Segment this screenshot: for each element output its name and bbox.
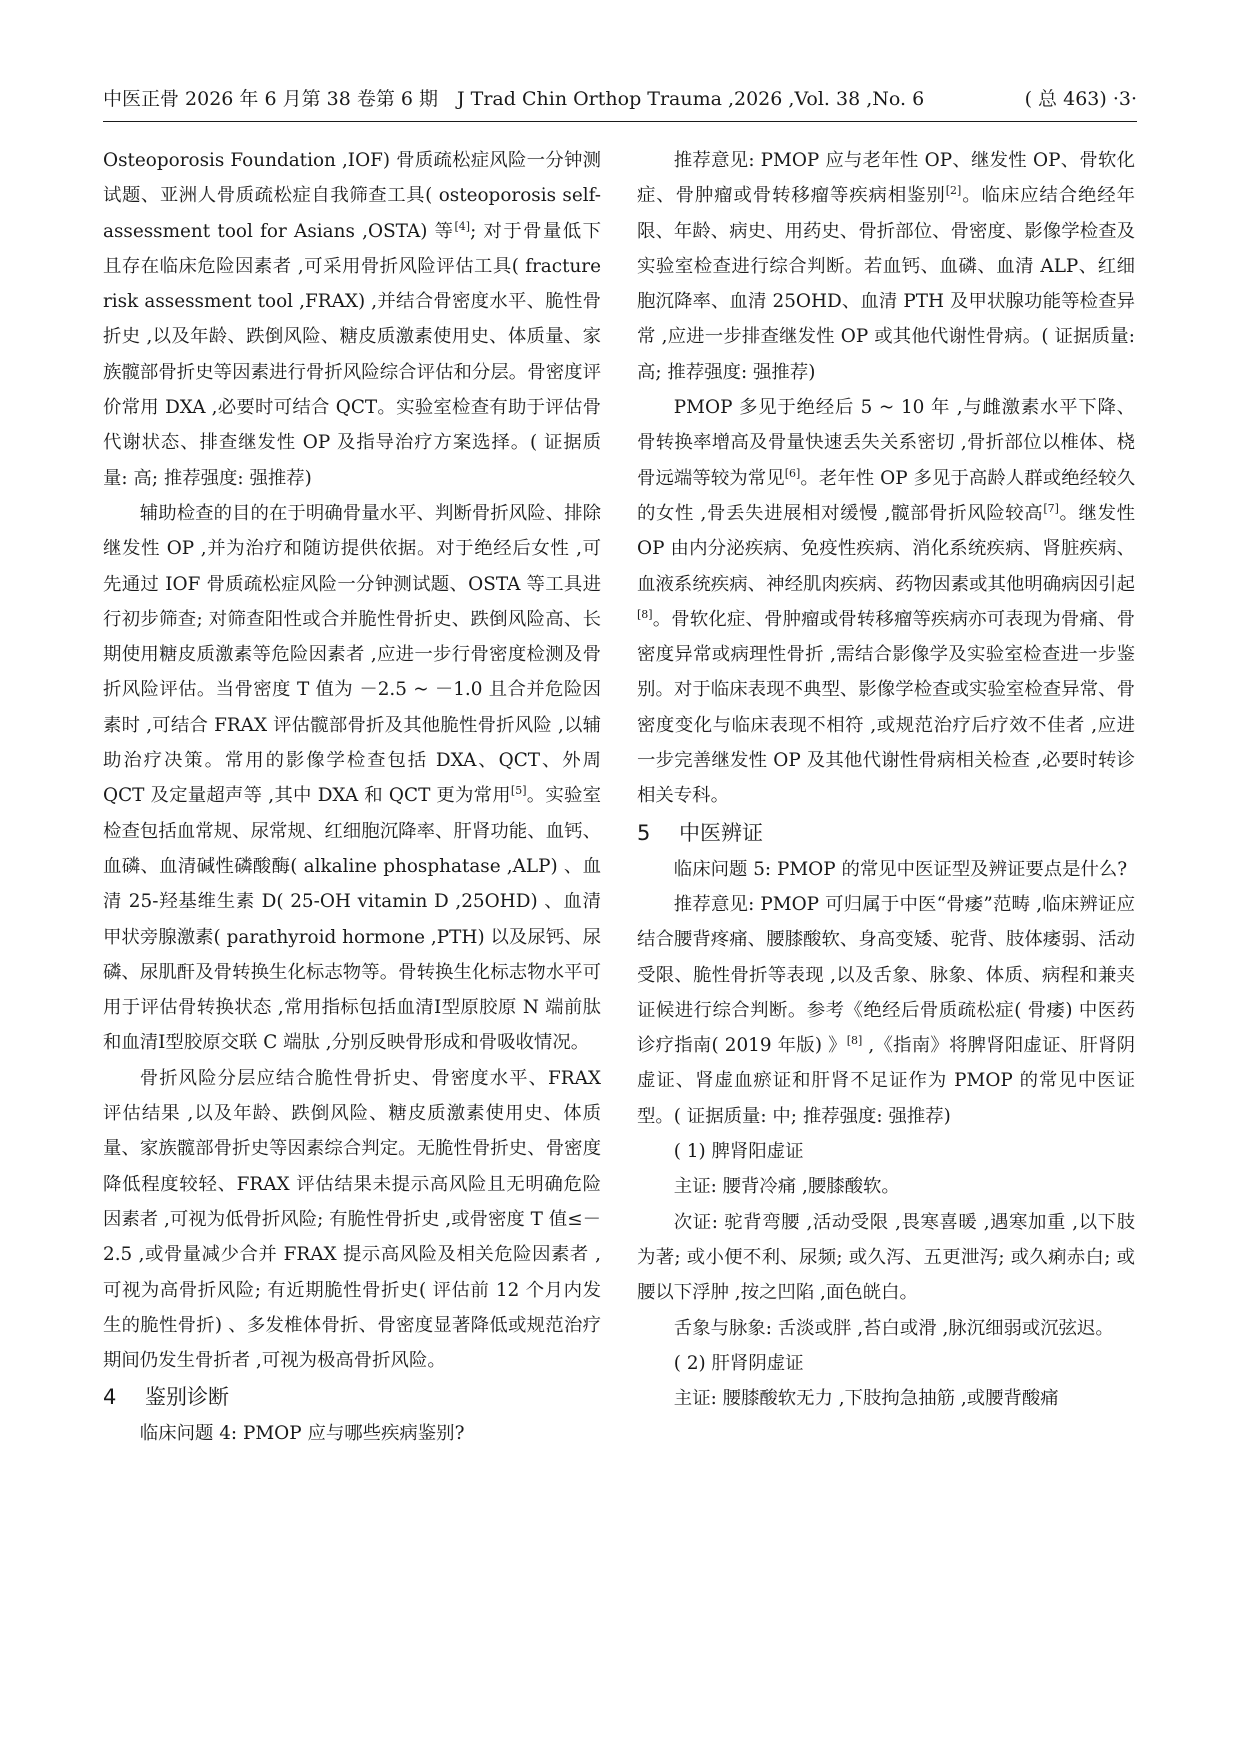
clinical-question-4: 临床问题 4: PMOP 应与哪些疾病鉴别? bbox=[139, 1423, 465, 1445]
journal-citation: 中医正骨 2026 年 6 月第 38 卷第 6 期 J Trad Chin Orthop Trauma ,2026 ,Vol. 38 ,No. 6 bbox=[103, 88, 925, 110]
paragraph-auxiliary-exams: 辅助检查的目的在于明确骨量水平、判断骨折风险、排除继发性 OP ,并为治疗和随访提供依据。对于绝经后女性 ,可先通过 IOF 骨质疏松症风险一分钟测试题、OSTA 等工具进行初步筛查; 对筛查阳性或合并脆性骨折史、跌倒风险高、长期使用糖皮质激素等危险因素者 ,应进一步行骨密度检测及骨折风险评估。当骨密度 T 值为 －2.5 ~ －1.0 且合并危险因素时 ,可结合 FRAX 评估髋部骨折及其他脆性骨折风险 ,以辅助治疗决策。常用的影像学检查包括 DXA、QCT、外周 QCT 及定量超声等 ,其中 DXA 和 QCT 更为常用[5]。实验室检查包括血常规、尿常规、红细胞沉降率、肝肾功能、血钙、血磷、血清碱性磷酸酶( alkaline phosphatase ,ALP) 、血清 25-羟基维生素 D( 25-OH vitamin D ,25OHD) 、血清甲状旁腺激素( parathyroid hormone ,PTH) 以及尿钙、尿磷、尿肌酐及骨转换生化标志物等。骨转换生化标志物水平可用于评估骨转换状态 ,常用指标包括血清Ⅰ型原胶原 N 端前肽和血清Ⅰ型胶原交联 C 端肽 ,分别反映骨形成和骨吸收情况。 bbox=[103, 502, 601, 1054]
left-column bbox=[103, 143, 601, 1452]
page-number: ( 总 463) ·3· bbox=[1024, 88, 1137, 110]
section-heading-tcm-syndrome: 5 中医辨证 bbox=[637, 820, 763, 845]
syndrome-1-tongue-pulse: 舌象与脉象: 舌淡或胖 ,苔白或滑 ,脉沉细弱或沉弦迟。 bbox=[673, 1317, 1114, 1339]
header-divider bbox=[103, 121, 1137, 122]
paragraph-differential-details: PMOP 多见于绝经后 5 ~ 10 年 ,与雌激素水平下降、骨转换率增高及骨量快速丢失关系密切 ,骨折部位以椎体、桡骨远端等较为常见[6]。老年性 OP 多见于高龄人群或绝经较久的女性 ,骨丢失进展相对缓慢 ,髋部骨折风险较高[7]。继发性 OP 由内分泌疾病、免疫性疾病、消化系统疾病、肾脏疾病、血液系统疾病、神经肌肉疾病、药物因素或其他明确病因引起[8]。骨软化症、骨肿瘤或骨转移瘤等疾病亦可表现为骨痛、骨密度异常或病理性骨折 ,需结合影像学及实验室检查进一步鉴别。对于临床表现不典型、影像学检查或实验室检查异常、骨密度变化与临床表现不相符 ,或规范治疗后疗效不佳者 ,应进一步完善继发性 OP 及其他代谢性骨病相关检查 ,必要时转诊相关专科。 bbox=[637, 397, 1135, 807]
citation-ref[interactable]: [6] bbox=[784, 466, 801, 480]
syndrome-1-title: ( 1) 脾肾阳虚证 bbox=[673, 1141, 804, 1163]
syndrome-2-main-symptoms: 主证: 腰膝酸软无力 ,下肢拘急抽筋 ,或腰背酸痛 bbox=[673, 1388, 1059, 1410]
citation-ref[interactable]: [5] bbox=[510, 784, 527, 798]
citation-ref[interactable]: [8] bbox=[846, 1034, 863, 1047]
citation-ref[interactable]: [2] bbox=[945, 184, 962, 198]
right-column bbox=[637, 143, 1135, 1416]
citation-ref[interactable]: [4] bbox=[454, 219, 471, 233]
paragraph-recommendation-4: 推荐意见: PMOP 应与老年性 OP、继发性 OP、骨软化症、骨肿瘤或骨转移瘤等疾病相鉴别[2]。临床应结合绝经年限、年龄、病史、用药史、骨折部位、骨密度、影像学检查及实验室检查进行综合判断。若血钙、血磷、血清 ALP、红细胞沉降率、血清 25OHD、血清 PTH 及甲状腺功能等检查异常 ,应进一步排查继发性 OP 或其他代谢性骨病。( 证据质量: 高; 推荐强度: 强推荐) bbox=[637, 150, 1135, 383]
syndrome-1-secondary-symptoms: 次证: 驼背弯腰 ,活动受限 ,畏寒喜暖 ,遇寒加重 ,以下肢为著; 或小便不利、尿频; 或久泻、五更泄泻; 或久痢赤白; 或腰以下浮肿 ,按之凹陷 ,面色㿠白。 bbox=[637, 1211, 1135, 1304]
paragraph-recommendation-5: 推荐意见: PMOP 可归属于中医“骨痿”范畴 ,临床辨证应结合腰背疼痛、腰膝酸软、身高变矮、驼背、肢体痿弱、活动受限、脆性骨折等表现 ,以及舌象、脉象、体质、病程和兼夹证候进行综合判断。参考《绝经后骨质疏松症( 骨痿) 中医药诊疗指南( 2019 年版) 》[8] ,《指南》将脾肾阳虚证、肝肾阴虚证、肾虚血瘀证和肝肾不足证作为 PMOP 的常见中医证型。( 证据质量: 中; 推荐强度: 强推荐) bbox=[637, 893, 1135, 1127]
paragraph-screening-tools: Osteoporosis Foundation ,IOF) 骨质疏松症风险一分钟测试题、亚洲人骨质疏松症自我筛查工具( osteoporosis self-assessment tool for Asians ,OSTA) 等[4]; 对于骨量低下且存在临床危险因素者 ,可采用骨折风险评估工具( fracture risk assessment tool ,FRAX) ,并结合骨密度水平、脆性骨折史 ,以及年龄、跌倒风险、糖皮质激素使用史、体质量、家族髋部骨折史等因素进行骨折风险综合评估和分层。骨密度评价常用 DXA ,必要时可结合 QCT。实验室检查有助于评估骨代谢状态、排查继发性 OP 及指导治疗方案选择。( 证据质量: 高; 推荐强度: 强推荐) bbox=[103, 150, 601, 489]
paragraph-fracture-risk: 骨折风险分层应结合脆性骨折史、骨密度水平、FRAX 评估结果 ,以及年龄、跌倒风险、糖皮质激素使用史、体质量、家族髋部骨折史等因素综合判定。无脆性骨折史、骨密度降低程度较轻、FRAX 评估结果未提示高风险且无明确危险因素者 ,可视为低骨折风险; 有脆性骨折史 ,或骨密度 T 值≤－2.5 ,或骨量减少合并 FRAX 提示高风险及相关危险因素者 ,可视为高骨折风险; 有近期脆性骨折史( 评估前 12 个月内发生的脆性骨折) 、多发椎体骨折、骨密度显著降低或规范治疗期间仍发生骨折者 ,可视为极高骨折风险。 bbox=[103, 1067, 601, 1372]
clinical-question-5: 临床问题 5: PMOP 的常见中医证型及辨证要点是什么? bbox=[673, 858, 1128, 880]
section-heading-differential-diagnosis: 4 鉴别诊断 bbox=[103, 1385, 229, 1410]
syndrome-2-title: ( 2) 肝肾阴虚证 bbox=[673, 1352, 804, 1374]
running-header bbox=[103, 84, 1137, 118]
citation-ref[interactable]: [8] bbox=[637, 607, 653, 621]
citation-ref[interactable]: [7] bbox=[1043, 501, 1059, 515]
syndrome-1-main-symptoms: 主证: 腰背冷痛 ,腰膝酸软。 bbox=[673, 1176, 900, 1198]
